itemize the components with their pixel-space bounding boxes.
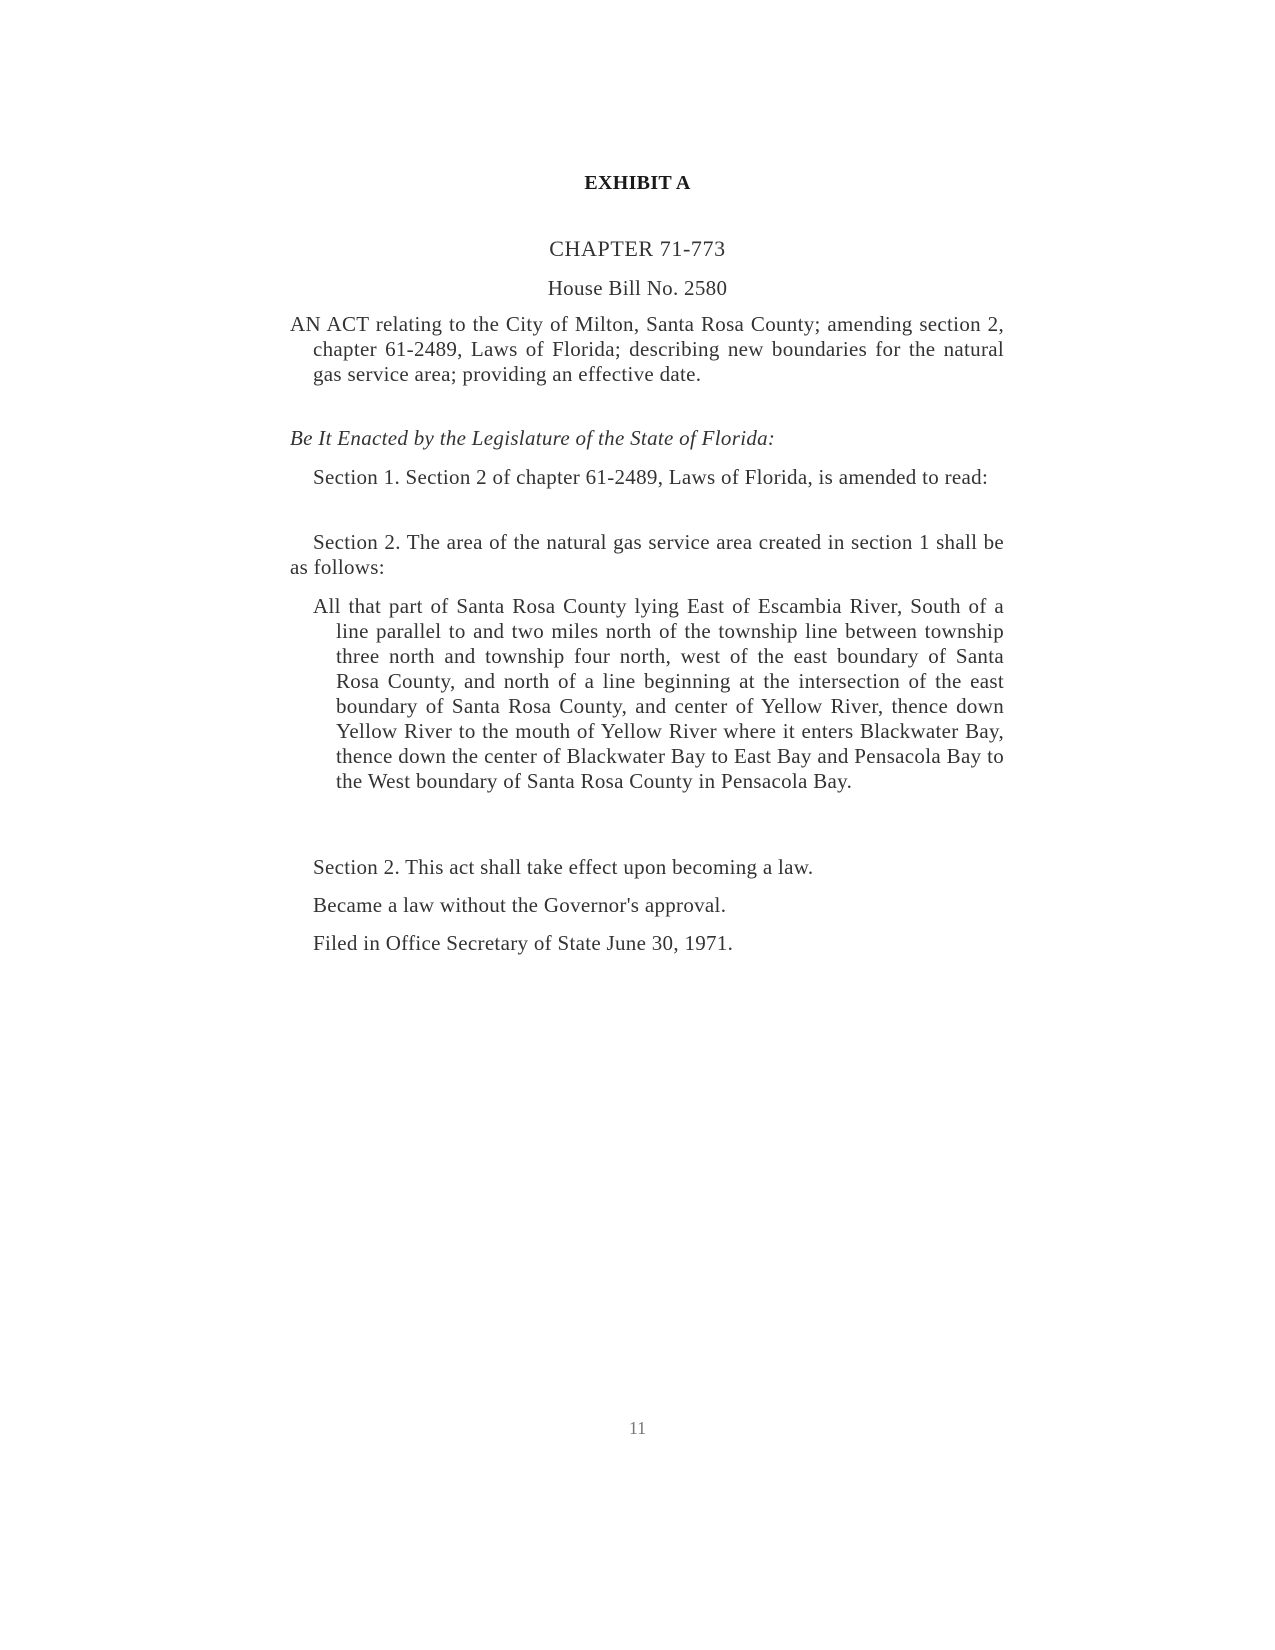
section-2-intro: Section 2. The area of the natural gas service area created in section 1 shall be as follows: <box>290 530 1004 579</box>
chapter-heading: CHAPTER 71-773 <box>549 236 726 261</box>
enacting-clause: Be It Enacted by the Legislature of the State of Florida: <box>290 426 776 450</box>
act-title: AN ACT relating to the City of Milton, Santa Rosa County; amending section 2, chapter 61-2489, Laws of Florida; describing new boundaries for the natural gas service area; providing an effective date. <box>290 312 1004 386</box>
filing-note: Filed in Office Secretary of State June 30, 1971. <box>313 931 734 955</box>
page-number: 11 <box>628 1418 647 1438</box>
exhibit-title: EXHIBIT A <box>584 172 691 194</box>
approval-note: Became a law without the Governor's approval. <box>313 893 727 917</box>
section-1: Section 1. Section 2 of chapter 61-2489, Laws of Florida, is amended to read: <box>313 465 989 489</box>
effective-date-section: Section 2. This act shall take effect upon becoming a law. <box>313 855 814 879</box>
bill-number: House Bill No. 2580 <box>547 276 728 300</box>
area-description: All that part of Santa Rosa County lying East of Escambia River, South of a line parallel to and two miles north of the township line between township three north and township four north, west of the east boundary of Santa Rosa County, and north of a line beginning at the intersection of the east boundary of Santa Rosa County, and center of Yellow River, thence down Yellow River to the mouth of Yellow River where it enters Blackwater Bay, thence down the center of Blackwater Bay to East Bay and Pensacola Bay to the West boundary of Santa Rosa County in Pensacola Bay. <box>313 594 1004 793</box>
